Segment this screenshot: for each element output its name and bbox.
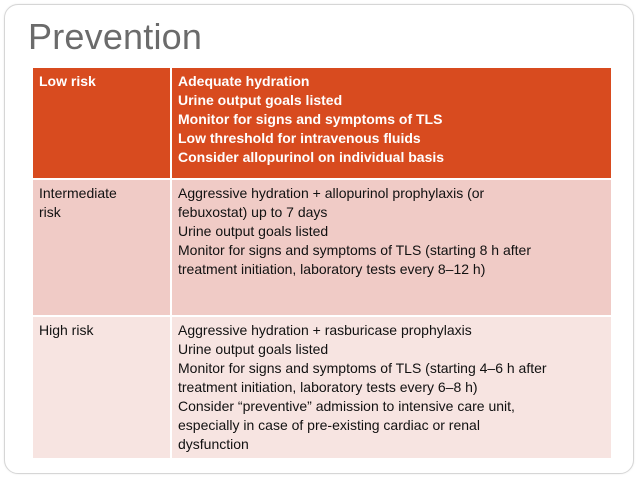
recommendation-line: Monitor for signs and symptoms of TLS xyxy=(178,111,443,127)
risk-level-label: Low risk xyxy=(39,73,96,89)
recommendation-line: treatment initiation, laboratory tests every 6–8 h) xyxy=(178,379,478,395)
table-row-intermediate-risk xyxy=(33,180,611,317)
risk-level-cell xyxy=(33,68,172,180)
recommendation-line: Urine output goals listed xyxy=(178,223,329,239)
slide-title: Prevention xyxy=(28,16,203,57)
recommendation-line: Consider allopurinol on individual basis xyxy=(178,149,445,165)
recommendation-line: especially in case of pre-existing cardiac or renal xyxy=(178,417,480,433)
prevention-table xyxy=(33,68,611,458)
recommendation-line: treatment initiation, laboratory tests every 8–12 h) xyxy=(178,261,486,277)
recommendation-line: Monitor for signs and symptoms of TLS (starting 8 h after xyxy=(178,242,532,258)
table-row-low-risk xyxy=(33,68,611,180)
recommendation-line: Monitor for signs and symptoms of TLS (starting 4–6 h after xyxy=(178,360,547,376)
recommendation-line: dysfunction xyxy=(178,436,249,452)
risk-level-label: Intermediate xyxy=(39,185,117,201)
risk-level-label: risk xyxy=(39,204,61,220)
recommendation-line: Aggressive hydration + allopurinol prophylaxis (or xyxy=(178,185,485,201)
recommendation-line: Low threshold for intravenous fluids xyxy=(178,130,421,146)
recommendation-line: Aggressive hydration + rasburicase prophylaxis xyxy=(178,322,472,338)
recommendation-line: Urine output goals listed xyxy=(178,92,343,108)
recommendation-cell xyxy=(172,317,611,458)
risk-level-label: High risk xyxy=(39,322,94,338)
recommendation-line: febuxostat) up to 7 days xyxy=(178,204,328,220)
table-row-high-risk xyxy=(33,317,611,458)
risk-level-cell xyxy=(33,317,172,458)
recommendation-line: Adequate hydration xyxy=(178,73,310,89)
risk-level-cell xyxy=(33,180,172,317)
recommendation-cell xyxy=(172,68,611,180)
recommendation-line: Urine output goals listed xyxy=(178,341,329,357)
recommendation-cell xyxy=(172,180,611,317)
recommendation-line: Consider “preventive” admission to intensive care unit, xyxy=(178,398,515,414)
